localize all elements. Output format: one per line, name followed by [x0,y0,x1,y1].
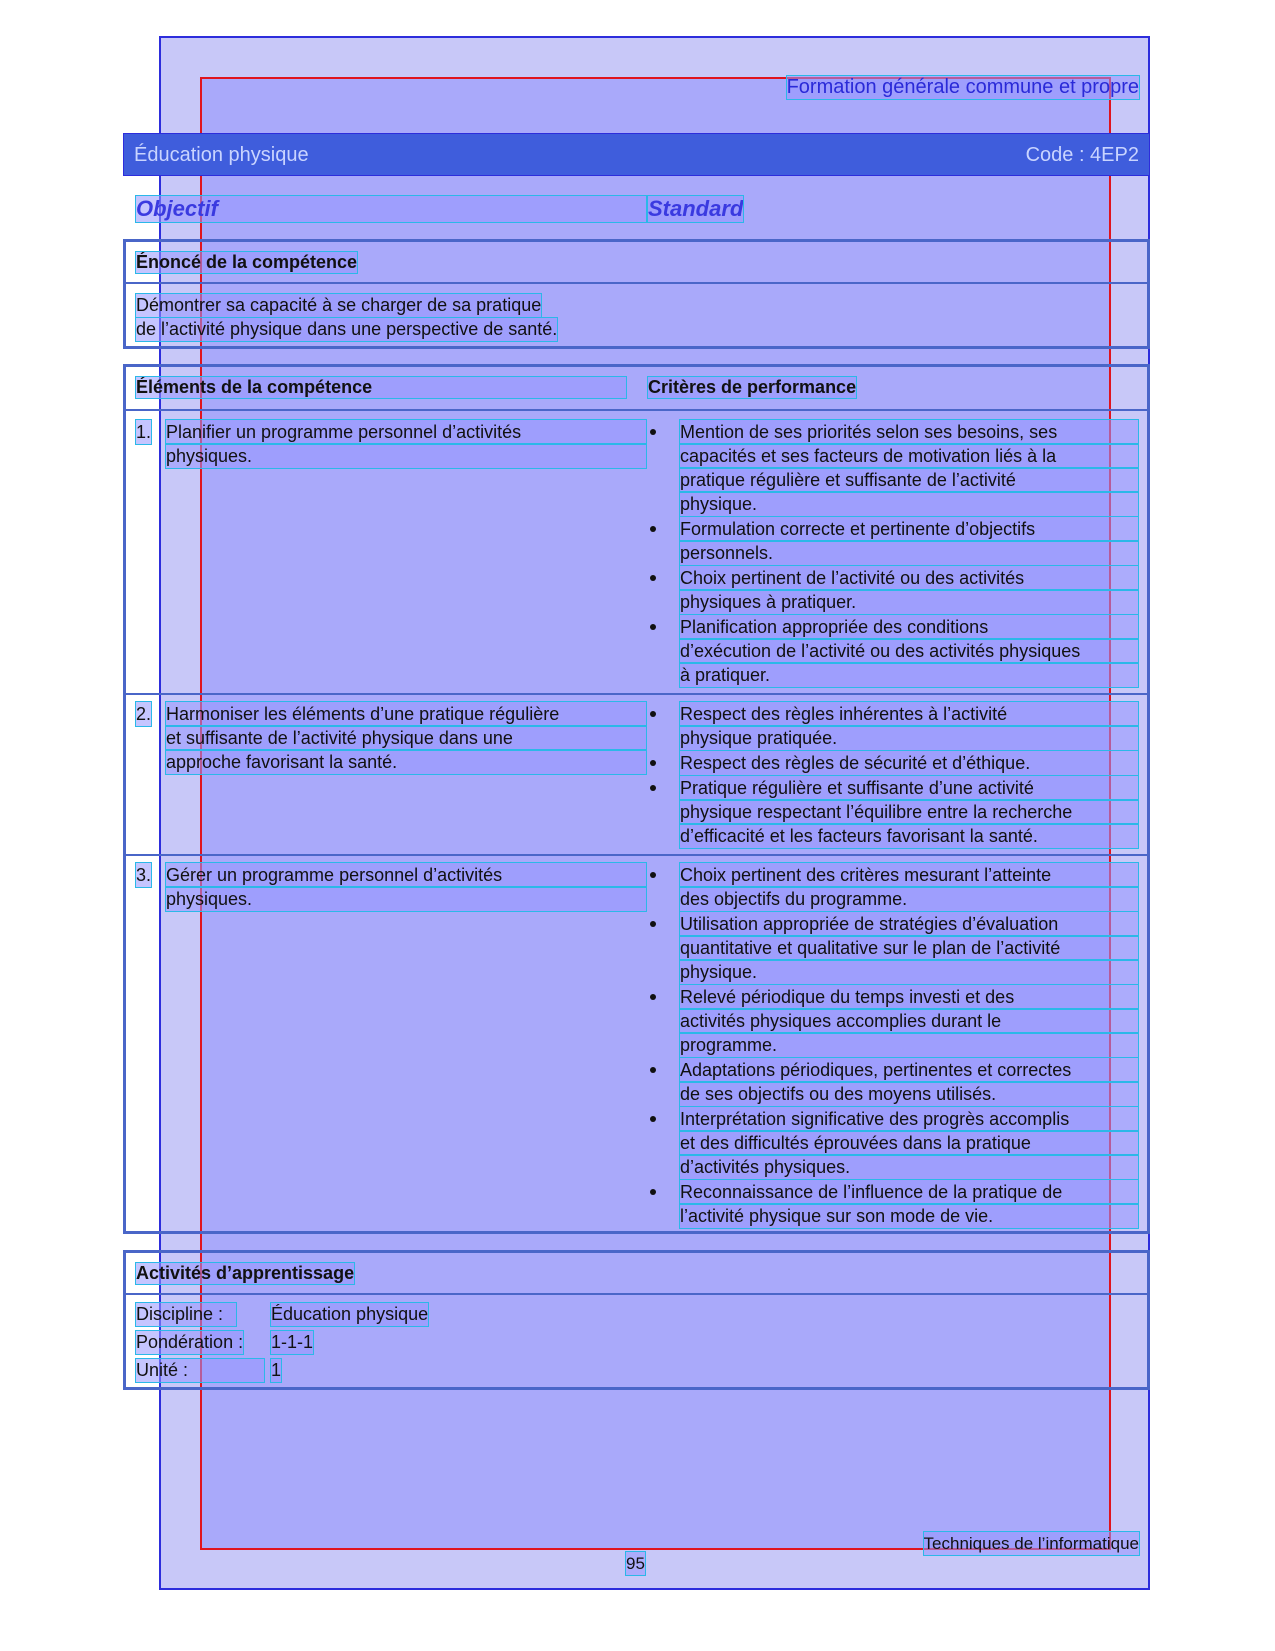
element-line: physiques. [166,444,646,468]
statement-box [123,239,1150,349]
criterion [648,517,1138,565]
row-divider [126,693,1147,695]
element-number: 1. [136,422,152,442]
criterion-line: d’exécution de l’activité ou des activités physiques [680,639,1138,663]
ponderation-label: Pondération : [136,1332,244,1352]
criterion [648,702,1138,750]
criterion-line: programme. [680,1033,1138,1057]
criterion-line: Respect des règles inhérentes à l’activité [680,702,1138,726]
criterion-line: Adaptations périodiques, pertinentes et correctes [680,1058,1138,1082]
criterion-line: de ses objectifs ou des moyens utilisés. [680,1082,1138,1106]
criterion-line: à pratiquer. [680,663,1138,687]
criterion-line: Interprétation significative des progrès accomplis [680,1107,1138,1131]
criterion [648,1058,1138,1106]
element-line: physiques. [166,887,646,911]
criterion-line: Respect des règles de sécurité et d’éthique. [680,751,1138,775]
criterion-line: personnels. [680,541,1138,565]
criterion [648,1180,1138,1228]
element-text [166,420,646,468]
criterion [648,420,1138,516]
row-divider [126,854,1147,856]
course-band [123,133,1150,176]
objective-heading: Objectif [136,196,646,222]
standard-heading: Standard [648,196,744,221]
criterion [648,1107,1138,1179]
program-heading: Formation générale commune et propre [786,76,1139,98]
competence-table [123,364,1150,1234]
criterion-line: pratique régulière et suffisante de l’activité [680,468,1138,492]
statement-line-1: Démontrer sa capacité à se charger de sa pratique [136,295,542,315]
activities-box [123,1250,1150,1390]
criterion-line: d’efficacité et les facteurs favorisant la santé. [680,824,1138,848]
statement-header [126,242,1147,284]
statement-title: Énoncé de la compétence [136,252,358,272]
ponderation-value: 1-1-1 [271,1332,314,1352]
criterion-line: physique respectant l’équilibre entre la recherche [680,800,1138,824]
discipline-label: Discipline : [136,1303,236,1326]
elements-heading: Éléments de la compétence [136,377,626,398]
activities-title: Activités d’apprentissage [136,1263,355,1283]
criterion-line: physiques à pratiquer. [680,590,1138,614]
criterion-line: Relevé périodique du temps investi et des [680,985,1138,1009]
criterion-line: physique. [680,492,1138,516]
criteria-heading: Critères de performance [648,377,857,397]
discipline-value: Éducation physique [271,1304,429,1324]
criteria-list [648,702,1138,849]
criterion-line: physique. [680,960,1138,984]
criterion-line: Reconnaissance de l’influence de la pratique de [680,1180,1138,1204]
criterion [648,776,1138,848]
criterion-line: Formulation correcte et pertinente d’objectifs [680,517,1138,541]
element-line: Planifier un programme personnel d’activités [166,420,646,444]
criterion-line: Choix pertinent des critères mesurant l’atteinte [680,863,1138,887]
criterion [648,615,1138,687]
criterion-line: Mention de ses priorités selon ses besoins, ses [680,420,1138,444]
criterion-line: Planification appropriée des conditions [680,615,1138,639]
criteria-list [648,420,1138,688]
unite-label: Unité : [136,1359,264,1382]
criterion-line: Utilisation appropriée de stratégies d’évaluation [680,912,1138,936]
criterion-line: capacités et ses facteurs de motivation liés à la [680,444,1138,468]
course-title: Éducation physique [134,144,309,166]
criterion [648,863,1138,911]
criterion-line: activités physiques accomplies durant le [680,1009,1138,1033]
program-footer: Techniques de l’informatique [923,1534,1139,1553]
criterion-line: Pratique régulière et suffisante d’une activité [680,776,1138,800]
course-code: Code : 4EP2 [1025,144,1139,166]
criterion-line: Choix pertinent de l’activité ou des activités [680,566,1138,590]
criterion-line: physique pratiquée. [680,726,1138,750]
element-line: Harmoniser les éléments d’une pratique régulière [166,702,646,726]
criterion-line: l’activité physique sur son mode de vie. [680,1204,1138,1228]
element-number: 3. [136,865,152,885]
element-line: Gérer un programme personnel d’activités [166,863,646,887]
statement-line-2: de l’activité physique dans une perspective de santé. [136,319,558,339]
criterion [648,751,1138,775]
competence-table-header [126,367,1147,411]
criterion-line: quantitative et qualitative sur le plan de l’activité [680,936,1138,960]
criteria-list [648,863,1138,1229]
criterion [648,912,1138,984]
element-text [166,863,646,911]
criterion [648,566,1138,614]
unite-value: 1 [271,1360,282,1380]
criterion-line: et des difficultés éprouvées dans la pratique [680,1131,1138,1155]
criterion-line: d’activités physiques. [680,1155,1138,1179]
page-number: 95 [626,1554,645,1573]
criterion [648,985,1138,1057]
element-line: et suffisante de l’activité physique dans une [166,726,646,750]
element-line: approche favorisant la santé. [166,750,646,774]
criterion-line: des objectifs du programme. [680,887,1138,911]
activities-header [126,1253,1147,1295]
element-text [166,702,646,774]
element-number: 2. [136,704,152,724]
